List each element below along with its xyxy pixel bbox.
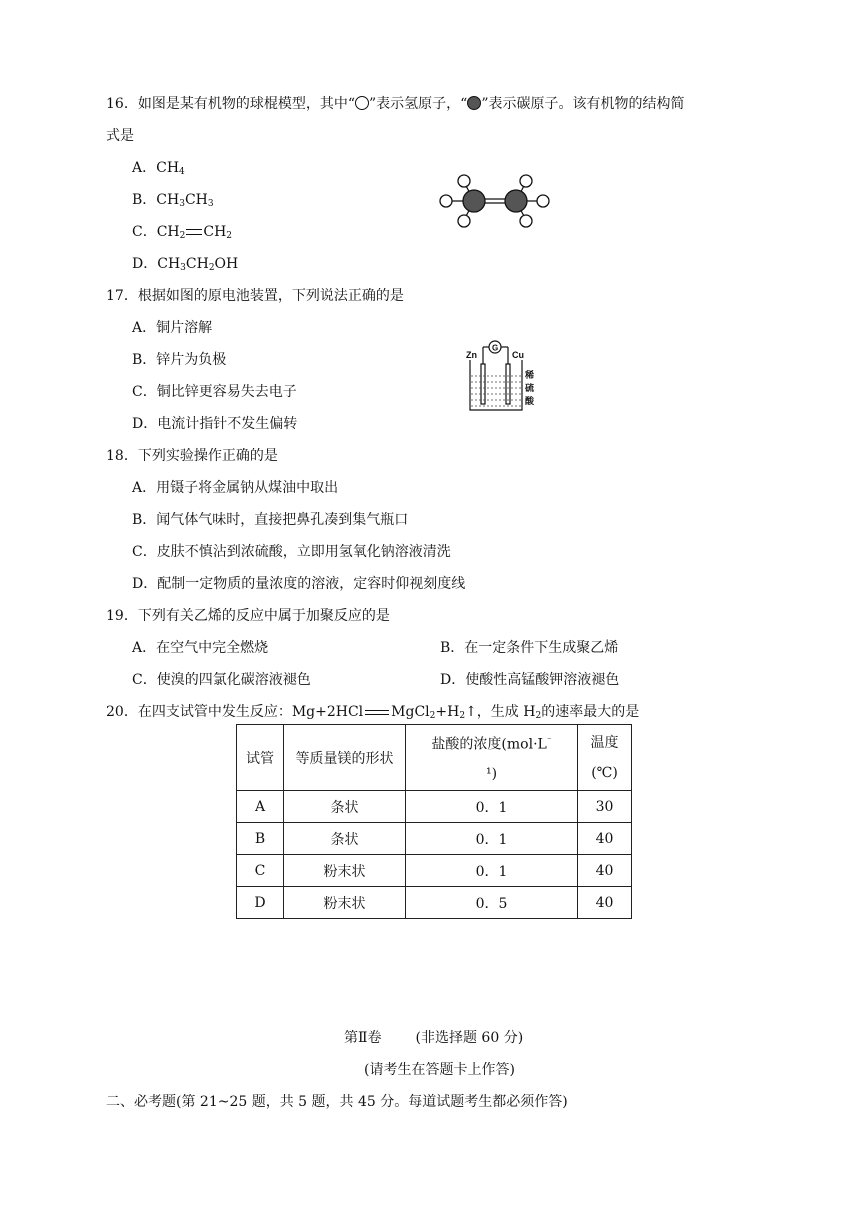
zn-label: Zn <box>466 350 477 360</box>
header-concentration: 盐酸的浓度(mol·L⁻ ¹) <box>406 725 578 791</box>
table-row <box>237 855 632 887</box>
cell-temperature: 40 <box>578 855 632 887</box>
q18-option-b: B．闻气体气味时，直接把鼻孔凑到集气瓶口 <box>132 512 409 528</box>
q16-option-c: C．$CH_2$ $CH_2$ <box>132 224 233 241</box>
q17-option-d: D．电流计指针不发生偏转 <box>132 416 298 432</box>
cell-tube: B <box>237 823 284 855</box>
q17-option-c: C．铜比锌更容易失去电子 <box>132 384 297 400</box>
q18-option-d: D．配制一定物质的量浓度的溶液，定容时仰视刻度线 <box>132 576 466 592</box>
q19-stem: 19．下列有关乙烯的反应中属于加聚反应的是 <box>106 608 390 624</box>
double-bond-icon <box>186 229 202 235</box>
q19-option-d: D．使酸性高锰酸钾溶液褪色 <box>440 672 620 688</box>
carbon-atom-icon <box>467 96 481 110</box>
cell-tube: D <box>237 887 284 919</box>
cell-shape: 粉末状 <box>284 855 406 887</box>
q17-option-a: A．铜片溶解 <box>132 320 213 336</box>
acid-label-1: 稀 <box>525 370 535 380</box>
cell-shape: 条状 <box>284 791 406 823</box>
galvanometer-label: G <box>492 343 499 353</box>
q18-option-c: C．皮肤不慎沾到浓硫酸，立即用氢氧化钠溶液清洗 <box>132 544 451 560</box>
cell-temperature: 40 <box>578 823 632 855</box>
q20-data-table <box>236 724 632 919</box>
hydrogen-atom-icon <box>355 96 369 110</box>
cell-tube: C <box>237 855 284 887</box>
table-row <box>237 887 632 919</box>
q19-option-b: B．在一定条件下生成聚乙烯 <box>440 640 619 656</box>
q16-stem: 16．如图是某有机物的球棍模型，其中“ ”表示氢原子，“ ”表示碳原子。该有机物的结构简 <box>106 96 685 112</box>
cu-label: Cu <box>512 350 524 360</box>
cell-concentration: 0．5 <box>406 887 578 919</box>
q18-option-a: A．用镊子将金属钠从煤油中取出 <box>132 480 339 496</box>
table-row <box>237 791 632 823</box>
table-row <box>237 823 632 855</box>
ethylene-model-diagram <box>436 170 556 232</box>
cell-concentration: 0．1 <box>406 823 578 855</box>
q18-stem: 18．下列实验操作正确的是 <box>106 448 278 464</box>
cell-shape: 粉末状 <box>284 887 406 919</box>
header-shape: 等质量镁的形状 <box>284 725 406 791</box>
acid-label-3: 酸 <box>525 396 535 406</box>
q19-option-a: A．在空气中完全燃烧 <box>132 640 269 656</box>
header-temperature: 温度 (℃) <box>578 725 632 791</box>
q16-stem-cont: 式是 <box>106 128 134 144</box>
cell-concentration: 0．1 <box>406 855 578 887</box>
q17-option-b: B．锌片为负极 <box>132 352 227 368</box>
section-2-note: (请考生在答题卡上作答) <box>364 1062 515 1078</box>
q16-option-b: B．$CH_3CH_3$ <box>132 192 214 209</box>
cell-shape: 条状 <box>284 823 406 855</box>
cell-tube: A <box>237 791 284 823</box>
header-tube: 试管 <box>237 725 284 791</box>
section-2-heading: 二、必考题(第 21~25 题，共 5 题，共 45 分。每道试题考生都必须作答) <box>106 1094 568 1110</box>
cell-temperature: 40 <box>578 887 632 919</box>
q16-option-a: A．$CH_4$ <box>132 160 185 177</box>
q17-stem: 17．根据如图的原电池装置，下列说法正确的是 <box>106 288 404 304</box>
cell-temperature: 30 <box>578 791 632 823</box>
section-2-title: 第Ⅱ卷 (非选择题 60 分) <box>344 1030 524 1046</box>
cell-concentration: 0．1 <box>406 791 578 823</box>
table-header-row <box>237 725 632 791</box>
q20-stem: 20．在四支试管中发生反应：Mg+2HCl $MgCl_2+H_2↑$，生成 $H_2$的速率最大的是 <box>106 704 640 721</box>
q19-option-c: C．使溴的四氯化碳溶液褪色 <box>132 672 311 688</box>
galvanic-cell-diagram <box>462 338 552 414</box>
equals-sign-icon <box>365 710 389 715</box>
acid-label-2: 硫 <box>525 383 535 393</box>
q16-option-d: D．$CH_3CH_2OH$ <box>132 256 239 273</box>
